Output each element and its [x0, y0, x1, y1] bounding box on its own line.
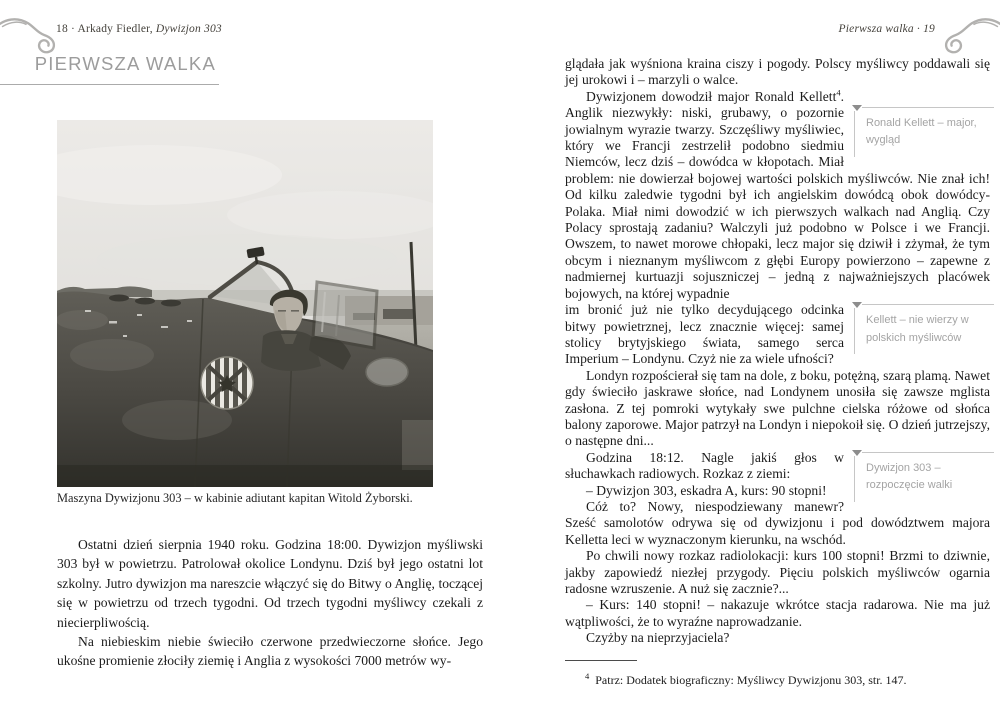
- body-paragraph: im bronić już nie tylko decydującego odcinka bitwy powietrznej, lecz znacznie więcej: samej stolicy brytyjskiego świata, samego serca Imperium – Londynu. Czyż nie za wiele ufności?: [565, 302, 844, 367]
- margin-note-text: Kellett – nie wierzy w polskich myśliwców: [854, 308, 994, 354]
- cockpit-photo: [57, 120, 433, 487]
- body-paragraph: Londyn rozpościerał się tam na dole, z boku, potężną, szarą plamą. Nawet gdy świeciło jaskrawe słońce, nad Londynem unosiła się zawsze mglista zasłona. Z tej pomroki wytykały swe pulchne cielska różowe od słońca balony zaporowe. Major patrzył na Londyn i niepokoił się. O dzień jutrzejszy, o następne dni...: [565, 367, 990, 449]
- note-top-rule: [862, 452, 994, 453]
- margin-note-2: [852, 302, 990, 350]
- note-marker-triangle-icon: [852, 302, 862, 308]
- running-header-left-text: 18 · Arkady Fiedler,: [56, 23, 156, 35]
- paragraph-text: . Anglik niezwykły: niski, grubawy, o pozornie jowialnym wyrazie twarzy. Szczęśliwy myśliwiec, który we Francji zestrzelił podobno siedmiu Niemców, lecz dziś – dowódca w kłopotach. Miał problem: nie dowierzał bojowej wartości polskich myśliwców. Nie znał ich! Od kilku zaledwie tygodni był ich angielskim dowódcą obok dowódcy-Polaka. Miał nimi dowodzić w ich pierwszych walkach nad Anglią. Czy Polacy sprostają zadaniu? Walczyli już podobno w Polsce i we Francji. Owszem, to nawet morowe chłopaki, lecz major się dziwił i zżymał, że tym obcym i nieznanym myśliwcom z głębi Europy powierzono – zapewne z nadmiernej kurtuazji sojuszniczej – jedną z najważniejszych placówek bojowych, na której wypadnie: [565, 88, 990, 301]
- body-paragraph: Ostatni dzień sierpnia 1940 roku. Godzina 18:00. Dywizjon myśliwski 303 był w powietrzu. Patrolował okolice Londynu. Dziś był jego ostatni lot szkolny. Jutro dywizjon ma nareszcie włączyć się do Bitwy o Anglię, toczącej się w powietrzu od trzech tygodni. Od trzech tygodni myśliwcy czekali z niecierpliwością.: [57, 537, 483, 630]
- body-paragraph: – Kurs: 140 stopni! – nakazuje wkrótce stacja radarowa. Nie ma już wątpliwości, że to wyraźne naprowadzanie.: [565, 597, 990, 629]
- left-page-body: [57, 535, 483, 671]
- footnote-reference: 4: [836, 87, 841, 98]
- margin-note-3: [852, 450, 990, 515]
- corner-flourish-left-icon: [0, 13, 58, 57]
- cockpit-photo-graphic: [57, 120, 433, 487]
- margin-note-1: [852, 105, 990, 170]
- body-paragraph: Cóż to? Nowy, niespodziewany manewr? Sześć samolotów odrywa się od dywizjonu i pod dowództwem majora Kelletta leci w wyznaczonym kierunku, na wschód.: [565, 498, 990, 547]
- running-header-right: Pierwsza walka · 19: [838, 23, 935, 35]
- body-paragraph: Na niebieskim niebie świeciło czerwone przedwieczorne słońce. Jego ukośne promienie złociły ziemię i Anglia z wysokości 7000 metrów wy-: [57, 634, 483, 669]
- note-marker-triangle-icon: [852, 105, 862, 111]
- photo-squadron-emblem: [201, 357, 253, 409]
- margin-note-text: Ronald Kellett – major, wygląd: [854, 111, 994, 157]
- note-marker-triangle-icon: [852, 450, 862, 456]
- paragraph-text: Dywizjonem dowodził major Ronald Kellett: [586, 88, 837, 104]
- note-top-rule: [862, 304, 994, 305]
- running-header-left: [56, 23, 222, 35]
- body-paragraph: glądała jak wyśniona kraina ciszy i pogody. Polscy myśliwcy poddawali się jej urokowi i – marzyli o walce.: [565, 56, 990, 88]
- footnote-marker: 4: [585, 670, 590, 681]
- margin-note-text: Dywizjon 303 – rozpoczęcie walki: [854, 456, 994, 502]
- footnote-body: Patrz: Dodatek biograficzny: Myśliwcy Dywizjonu 303, str. 147.: [595, 672, 907, 687]
- chapter-title: PIERWSZA WALKA: [0, 53, 219, 85]
- body-paragraph: Po chwili nowy rozkaz radiolokacji: kurs 100 stopni! Brzmi to dziwnie, jakby zapowiedź niezłej przygody. Pięciu polskich myśliwców ogarnia radosne wzruszenie. A nuż się zacznie?...: [565, 548, 990, 596]
- body-paragraph: Czyżby na nieprzyjaciela?: [586, 630, 730, 646]
- note-top-rule: [862, 107, 994, 108]
- footnote-text: [565, 668, 990, 688]
- footnote-rule: [565, 660, 637, 661]
- right-page-body: [565, 56, 990, 688]
- body-paragraph: Godzina 18:12. Nagle jakiś głos w słuchawkach radiowych. Rozkaz z ziemi:: [565, 449, 844, 482]
- body-paragraph: – Dywizjon 303, eskadra A, kurs: 90 stopni!: [586, 482, 827, 498]
- photo-caption: Maszyna Dywizjonu 303 – w kabinie adiutant kapitan Witold Żyborski.: [57, 491, 413, 505]
- footnote: [565, 660, 990, 688]
- corner-flourish-right-icon: [942, 13, 1000, 57]
- running-header-book-title: Dywizjon 303: [155, 23, 222, 35]
